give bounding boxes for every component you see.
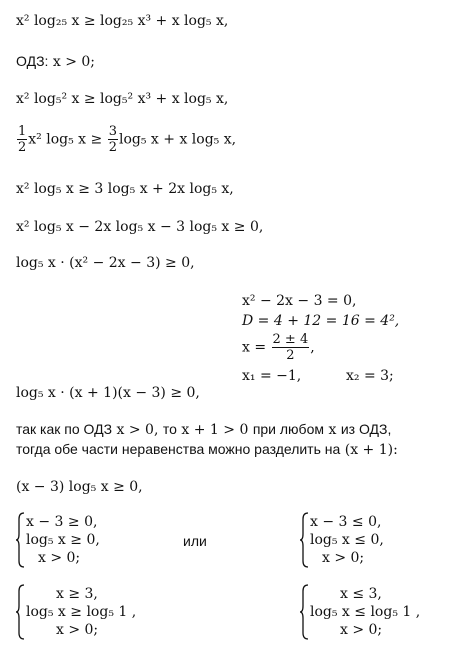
system-row: x ≥ 3,	[56, 586, 98, 602]
fraction-one-half: $\frac{1}{2}$	[18, 124, 27, 155]
system-positive-case	[16, 512, 126, 568]
explanation-line-1: так как по ОДЗ x > 0, то x + 1 > 0 при любом x из ОДЗ,	[16, 421, 392, 438]
quadratic-equation: x² − 2x − 3 = 0,	[242, 293, 357, 309]
system-negative-case-simplified	[300, 584, 430, 640]
inequality-reduced: (x − 3) log₅ x ≥ 0,	[16, 479, 143, 495]
discriminant: D = 4 + 12 = 16 = 4²,	[242, 313, 400, 329]
root-x1: x₁ = −1,	[242, 368, 302, 384]
inequality-original: x² log₂₅ x ≥ log₂₅ x³ + x log₅ x,	[16, 13, 229, 29]
inequality-tail: log₅ x + x log₅ x,	[118, 131, 237, 148]
system-negative-case	[300, 512, 410, 568]
explanation-line-2: тогда обе части неравенства можно разделить на (x + 1):	[16, 441, 398, 458]
system-positive-case-simplified	[16, 584, 146, 640]
system-row: x > 0;	[340, 622, 383, 638]
inequality-base-change: x² log₅² x ≥ log₅² x³ + x log₅ x,	[16, 91, 229, 107]
inequality-moved: x² log₅ x − 2x log₅ x − 3 log₅ x ≥ 0,	[16, 219, 264, 235]
inequality-multiplied: x² log₅ x ≥ 3 log₅ x + 2x log₅ x,	[16, 181, 234, 197]
fraction-three-halves: $\frac{3}{2}$	[108, 124, 117, 155]
system-row: x ≤ 3,	[340, 586, 382, 602]
left-brace-icon	[300, 512, 310, 568]
domain-condition: x > 0;	[52, 54, 96, 70]
system-row: log₅ x ≤ 0,	[310, 532, 384, 548]
domain-label: ОДЗ:	[16, 53, 49, 69]
system-row: log₅ x ≥ log₅ 1 ,	[26, 604, 137, 620]
system-row: log₅ x ≥ 0,	[26, 532, 100, 548]
system-row: x > 0;	[38, 550, 81, 566]
inequality-middle: x² log₅ x ≥	[28, 131, 103, 148]
or-word: или	[183, 533, 207, 549]
inequality-factored: log₅ x · (x + 1)(x − 3) ≥ 0,	[16, 385, 200, 401]
system-row: x > 0;	[56, 622, 99, 638]
inequality-grouped: log₅ x · (x² − 2x − 3) ≥ 0,	[16, 255, 195, 271]
roots-fraction: $\frac{2 \pm 4}{2}$	[272, 332, 309, 363]
left-brace-icon	[300, 584, 310, 640]
system-row: x − 3 ≤ 0,	[310, 514, 382, 530]
inequality-with-fractions	[16, 124, 236, 155]
root-x2: x₂ = 3;	[346, 368, 394, 384]
domain-line	[16, 52, 95, 71]
system-row: log₅ x ≤ log₅ 1 ,	[310, 604, 421, 620]
system-row: x > 0;	[322, 550, 365, 566]
roots-formula: x = $\frac{2 \pm 4}{2}$ ,	[242, 332, 315, 363]
left-brace-icon	[16, 512, 26, 568]
left-brace-icon	[16, 584, 26, 640]
system-row: x − 3 ≥ 0,	[26, 514, 98, 530]
